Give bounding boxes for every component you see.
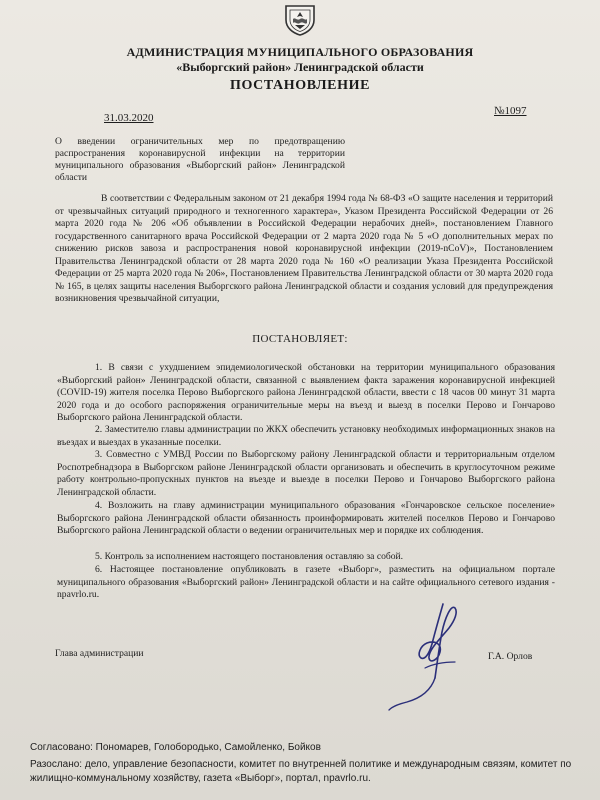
signatory-name: Г.А. Орлов — [488, 651, 533, 662]
decree-heading: ПОСТАНОВЛЯЕТ: — [252, 333, 348, 345]
document-number: №1097 — [494, 105, 527, 117]
document-subject: О введении ограничительных мер по предотвращению распространения коронавирусной инфекции на территории муниципального образования «Выборгский район» Ленинградской области — [55, 136, 345, 183]
preamble-paragraph: В соответствии с Федеральным законом от 21 декабря 1994 года № 68-ФЗ «О защите населения и территорий от чрезвычайных ситуаций природного и техногенного характера», Указом Президента Российской Федерации от 26 марта 2020 года № 206 «Об объявлении в Российской Федерации нерабочих дней», постановлением Главного государственного санитарного врача Российской Федерации от 2 марта 2020 года № 5 «О дополнительных мерах по снижению рисков завоза и распространения новой коронавирусной инфекции (2019-nCoV)», Постановлением Правительства Ленинградской области от 28 марта 2020 года № 160 «О реализации Указа Президента Российской Федерации от 25 марта 2020 года № 206», Постановлением Правительства Ленинградской области от 30 марта 2020 года № 165, в целях защиты населения Выборгского района Ленинградской области и создания условий для предупреждения возникновения чрезвычайной ситуации, — [55, 193, 553, 304]
decree-item-5: 5. Контроль за исполнением настоящего постановления оставляю за собой. — [95, 551, 404, 562]
issuer-line-1: АДМИНИСТРАЦИЯ МУНИЦИПАЛЬНОГО ОБРАЗОВАНИЯ — [126, 45, 474, 59]
document-type-title: ПОСТАНОВЛЕНИЕ — [229, 78, 371, 93]
decree-item-6: 6. Настоящее постановление опубликовать в газете «Выборг», разместить на официальном портале муниципального образования «Выборгский район» Ленинградской области и на сайте официального сетевого издания - npavrlo.ru. — [57, 564, 555, 600]
distribution-list: Разослано: дело, управление безопасности, комитет по внутренней политике и международным связям, комитет по жилищно-коммунальному хозяйству, газета «Выборг», портал, npavrlo.ru. — [30, 759, 572, 784]
coat-of-arms-icon — [283, 2, 317, 36]
handwritten-signature — [385, 598, 475, 718]
decree-item-2: 2. Заместителю главы администрации по ЖКХ обеспечить установку необходимых информационных знаков на въездах и выездах в указанные поселки. — [57, 424, 555, 448]
signatory-title: Глава администрации — [55, 648, 144, 659]
decree-item-1: 1. В связи с ухудшением эпидемиологической обстановки на территории муниципального образования «Выборгский район» Ленинградской области, связанной с выявлением факта заражения коронавирусной инфекцией (COVID-19) жителя поселка Перово Выборгского района Ленинградской области, ввести с 18 часов 00 минут 31 марта 2020 года и до особого распоряжения ограничительные меры на въезд и выезд в поселки Перово и Гончарово Выборгского района Ленинградской области. — [57, 362, 555, 423]
document-date: 31.03.2020 — [104, 112, 154, 124]
issuer-line-2: «Выборгский район» Ленинградской области — [176, 60, 424, 74]
decree-item-4: 4. Возложить на главу администрации муниципального образования «Гончаровское сельское поселение» Выборгского района Ленинградской области обязанность проинформировать жителей поселков Перово и Гончарово Выборгского района Ленинградской области о ведении ограничительных мер и порядке их соблюдения. — [57, 500, 555, 536]
decree-item-3: 3. Совместно с УМВД России по Выборгскому району Ленинградской области и территориальным отделом Роспотребнадзора в Выборгском районе Ленинградской области организовать и обеспечить в круглосуточном режиме работу контрольно-пропускных пунктов на въезде и выезде в поселки Перово и Гончарово Выборгского района Ленинградской области. — [57, 449, 555, 498]
approved-by-line: Согласовано: Пономарев, Голобородько, Самойленко, Бойков — [30, 742, 321, 753]
